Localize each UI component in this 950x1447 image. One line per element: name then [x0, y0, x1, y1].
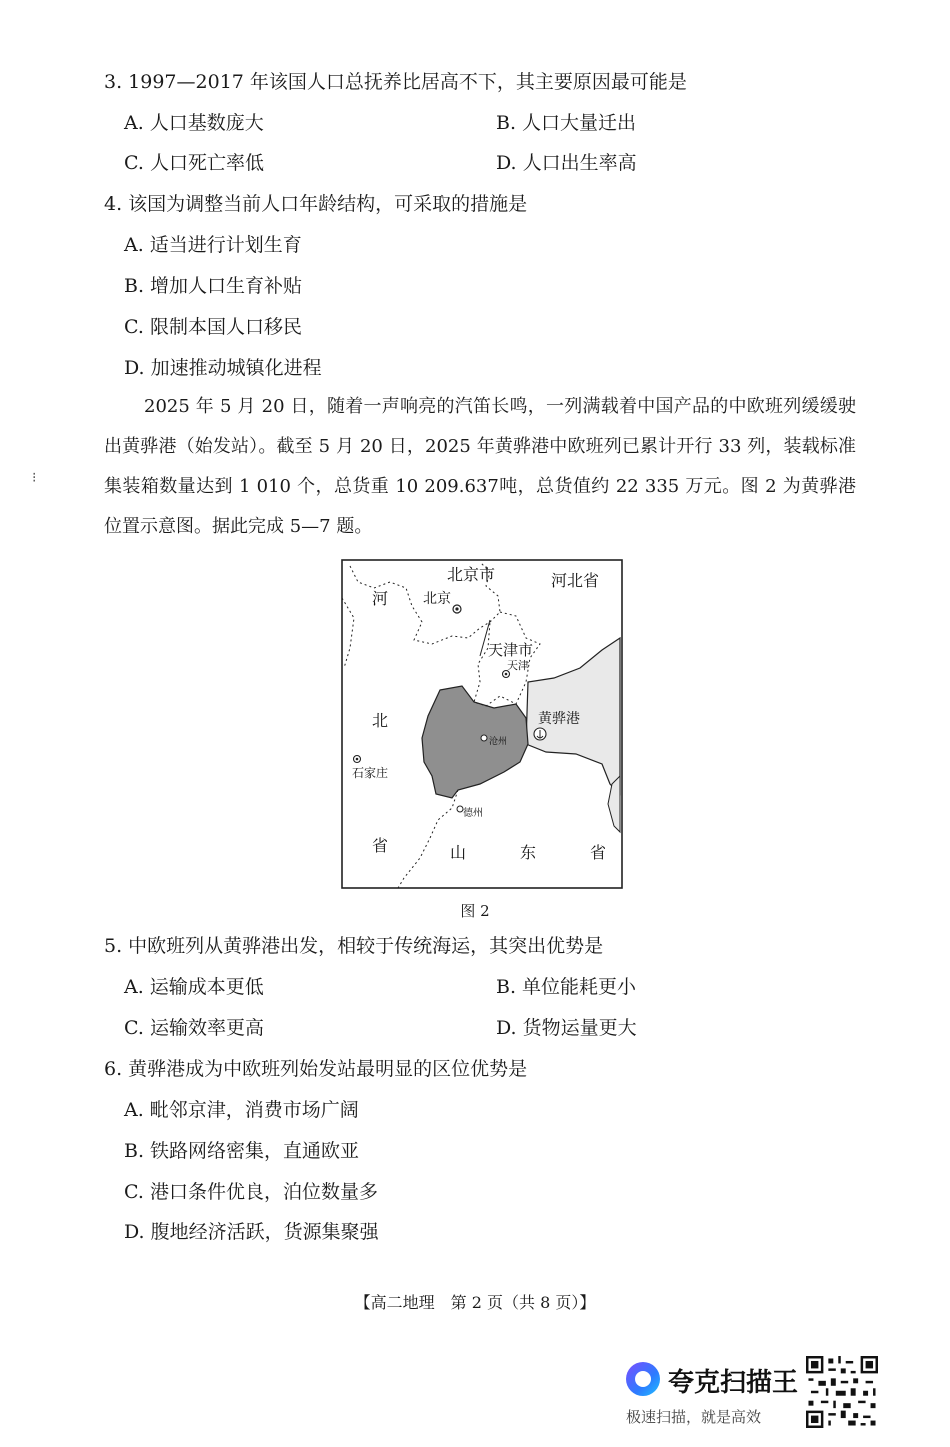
q6-option-b: B. 铁路网络密集，直通欧亚 [124, 1140, 360, 1162]
q5-option-d: D. 货物运量更大 [496, 1017, 637, 1039]
scanner-logo-icon [626, 1362, 660, 1396]
q4-option-d: D. 加速推动城镇化进程 [124, 357, 322, 379]
q5-stem: 5. 中欧班列从黄骅港出发，相较于传统海运，其突出优势是 [104, 935, 604, 957]
q6-option-d: D. 腹地经济活跃，货源集聚强 [124, 1221, 379, 1243]
q5-option-a: A. 运输成本更低 [124, 976, 264, 998]
cangzhou-marker [481, 735, 487, 741]
label-beijing-city: 北京市 [447, 565, 496, 584]
q4-option-a: A. 适当进行计划生育 [124, 234, 302, 256]
beijing-marker-dot [455, 607, 458, 610]
label-tianjin-city: 天津市 [488, 641, 534, 659]
shijiazhuang-marker-dot [356, 758, 359, 761]
passage-text: 2025 年 5 月 20 日，随着一声响亮的汽笛长鸣，一列满载着中国产品的中欧班列缓缓驶出黄骅港（始发站）。截至 5 月 20 日，2025 年黄骅港中欧班列已累计开行 33 列，装载标准集装箱数量达到 1 010 个，总货重 10 209.637吨，总货值约 22 335 万元。图 2 为黄骅港位置示意图。据此完成 5—7 题。 [104, 396, 856, 537]
huanghua-port-location-map [340, 558, 624, 890]
q3-option-a: A. 人口基数庞大 [124, 112, 264, 134]
scanner-name: 夸克扫描王 [668, 1368, 799, 1398]
label-sheng-right: 省 [590, 843, 607, 862]
q3-option-c: C. 人口死亡率低 [124, 152, 264, 174]
q6-stem: 6. 黄骅港成为中欧班列始发站最明显的区位优势是 [104, 1058, 528, 1080]
tianjin-marker-dot [505, 673, 508, 676]
label-he: 河 [372, 589, 389, 608]
label-cangzhou: 沧州 [489, 737, 508, 747]
scanner-slogan: 极速扫描，就是高效 [626, 1408, 762, 1426]
q5-option-b: B. 单位能耗更小 [496, 976, 637, 998]
label-dezhou: 德州 [463, 808, 483, 819]
label-tianjin: 天津 [507, 659, 529, 672]
q4-option-c: C. 限制本国人口移民 [124, 316, 302, 338]
q3-option-d: D. 人口出生率高 [496, 152, 637, 174]
label-hebei-top: 河北省 [551, 571, 600, 590]
q4-option-b: B. 增加人口生育补贴 [124, 275, 303, 297]
q3-option-b: B. 人口大量迁出 [496, 112, 637, 134]
q6-option-c: C. 港口条件优良，泊位数量多 [124, 1181, 378, 1203]
label-beijing: 北京 [423, 591, 451, 607]
figure-caption: 图 2 [460, 902, 490, 920]
label-shan: 山 [450, 843, 467, 862]
label-bei: 北 [372, 711, 389, 730]
page-footer: 【高二地理 第 2 页（共 8 页）】 [354, 1293, 596, 1312]
scanner-watermark [624, 1360, 804, 1430]
q4-stem: 4. 该国为调整当前人口年龄结构，可采取的措施是 [104, 193, 528, 215]
label-dong: 东 [520, 843, 537, 862]
label-sheng-left: 省 [372, 836, 389, 855]
label-huanghua-port: 黄骅港 [538, 711, 580, 727]
margin-mark: ⁝ [32, 470, 37, 486]
q3-stem: 3. 1997—2017 年该国人口总抚养比居高不下，其主要原因最可能是 [104, 71, 687, 93]
label-shijiazhuang: 石家庄 [352, 766, 389, 780]
q5-option-c: C. 运输效率更高 [124, 1017, 264, 1039]
qr-code-icon [806, 1356, 878, 1428]
q6-option-a: A. 毗邻京津，消费市场广阔 [124, 1099, 359, 1121]
